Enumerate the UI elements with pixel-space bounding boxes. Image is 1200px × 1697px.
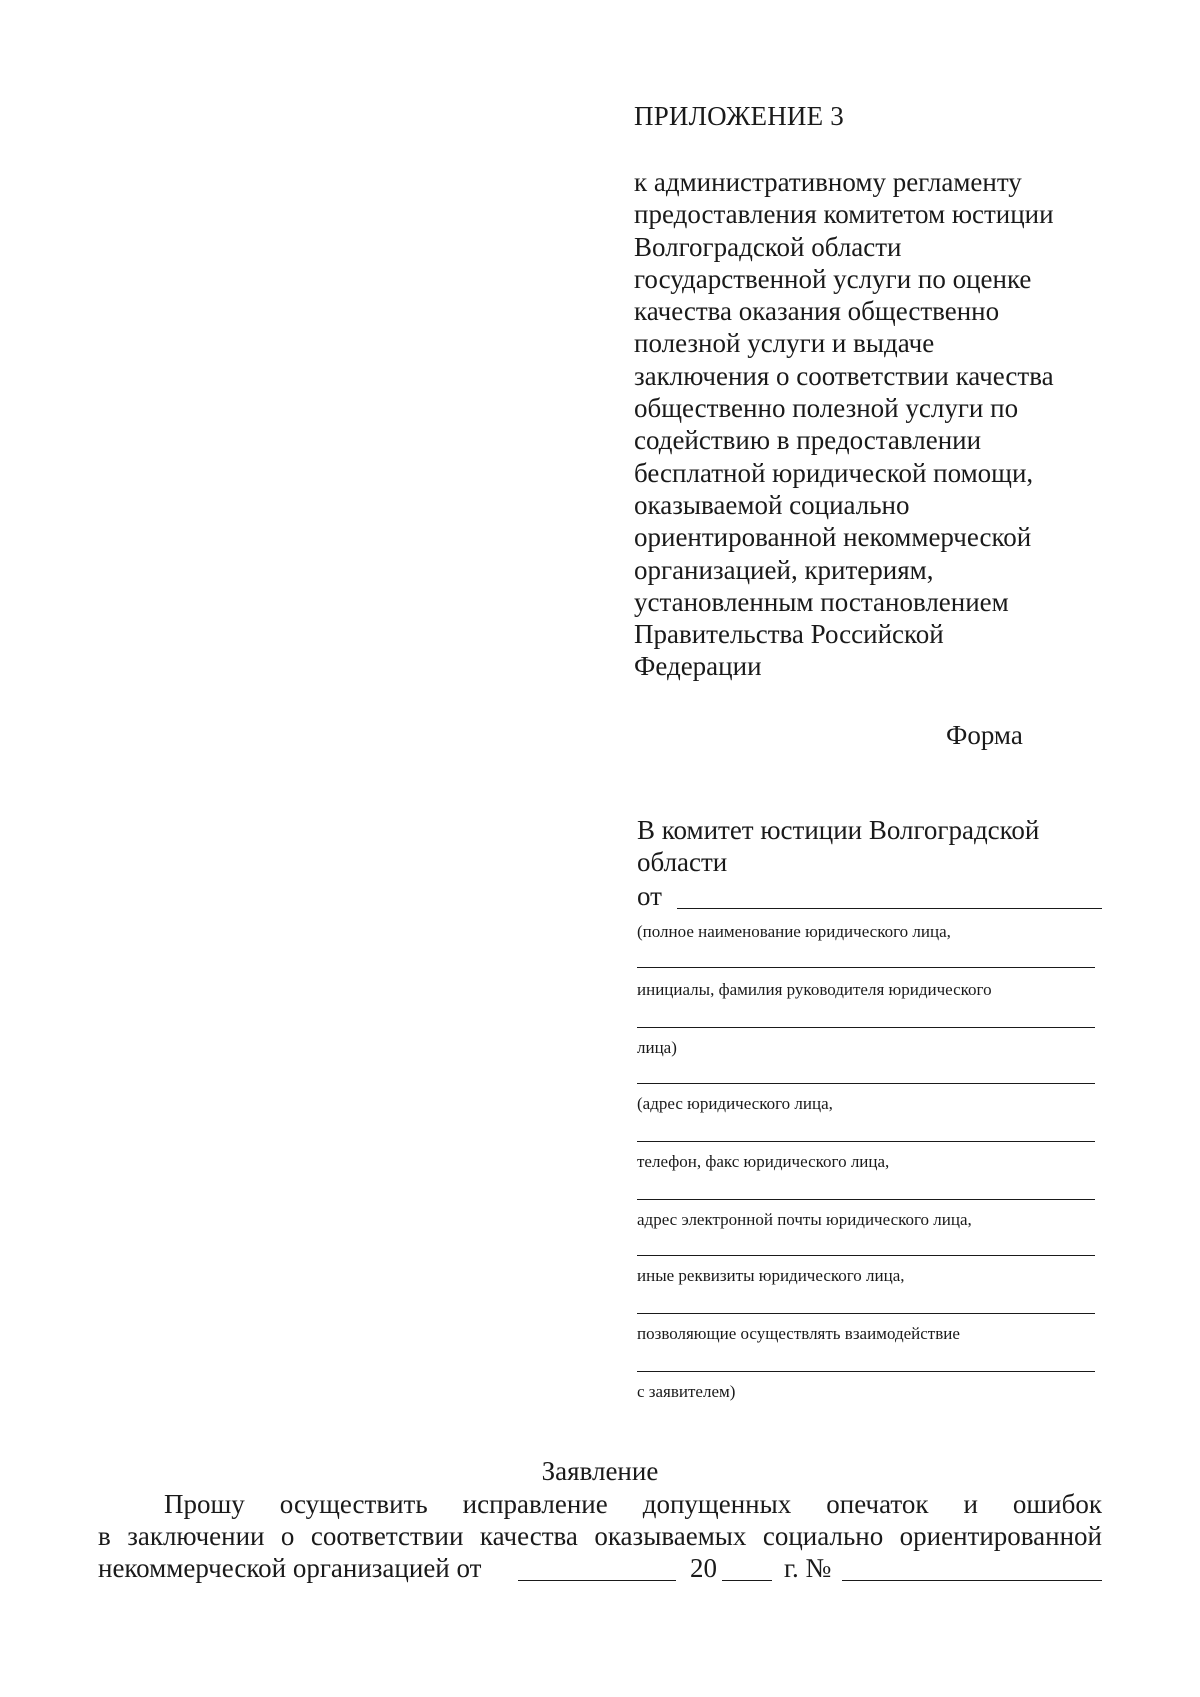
appendix-line: государственной услуги по оценке	[634, 263, 1032, 294]
caption-manager-name: инициалы, фамилия руководителя юридического	[637, 980, 992, 999]
statement-org-text: некоммерческой организацией от	[98, 1553, 482, 1583]
appendix-line: содействию в предоставлении	[634, 425, 982, 456]
statement-word: Прошу	[164, 1489, 245, 1519]
field-line[interactable]	[637, 1141, 1095, 1142]
form-label: Форма	[946, 720, 1023, 750]
appendix-line: предоставления комитетом юстиции	[634, 199, 1054, 230]
appendix-line: организацией, критериям,	[634, 554, 934, 585]
field-line[interactable]	[637, 1313, 1095, 1314]
caption-address: (адрес юридического лица,	[637, 1094, 833, 1113]
caption-entity: лица)	[637, 1038, 677, 1057]
from-input-line[interactable]	[677, 908, 1102, 909]
appendix-description	[634, 166, 1104, 683]
field-line[interactable]	[637, 1255, 1095, 1256]
statement-line	[98, 1552, 1102, 1588]
appendix-line: качества оказания общественно	[634, 296, 1000, 327]
statement-word: исправление	[462, 1489, 608, 1519]
year-blank[interactable]	[722, 1580, 772, 1581]
appendix-line: Правительства Российской	[634, 619, 944, 650]
appendix-line: бесплатной юридической помощи,	[634, 457, 1034, 488]
appendix-line: к административному регламенту	[634, 167, 1022, 197]
addressee-line: области	[637, 847, 728, 877]
field-line[interactable]	[637, 1371, 1095, 1372]
appendix-line: Волгоградской области	[634, 231, 902, 262]
caption-other-details: иные реквизиты юридического лица,	[637, 1266, 905, 1285]
statement-title: Заявление	[541, 1456, 659, 1486]
field-line[interactable]	[637, 1199, 1095, 1200]
appendix-line: Федерации	[634, 651, 762, 682]
appendix-line: установленным постановлением	[634, 586, 1009, 617]
field-line[interactable]	[637, 1027, 1095, 1028]
statement-word: и	[963, 1489, 978, 1519]
appendix-line: общественно полезной услуги по	[634, 393, 1019, 424]
number-blank[interactable]	[842, 1580, 1102, 1581]
from-field	[637, 880, 1102, 916]
addressee	[637, 814, 1039, 878]
statement-word: ошибок	[1012, 1489, 1102, 1519]
caption-phone-fax: телефон, факс юридического лица,	[637, 1152, 890, 1171]
addressee-line: В комитет юстиции Волгоградской	[637, 815, 1040, 845]
caption-full-name: (полное наименование юридического лица,	[637, 922, 951, 941]
appendix-line: заключения о соответствии качества	[634, 360, 1054, 391]
statement-word: опечаток	[826, 1489, 929, 1519]
caption-interaction: позволяющие осуществлять взаимодействие	[637, 1324, 960, 1343]
field-line[interactable]	[637, 967, 1095, 968]
appendix-line: ориентированной некоммерческой	[634, 522, 1032, 553]
statement-line	[164, 1488, 1102, 1520]
statement-line: в заключении о соответствии качества оказываемых социально ориентированной	[98, 1521, 1102, 1551]
statement-word: допущенных	[642, 1489, 792, 1519]
from-label: от	[637, 881, 662, 911]
year-prefix: 20	[690, 1553, 717, 1583]
number-label: г. №	[784, 1553, 832, 1583]
field-line[interactable]	[637, 1083, 1095, 1084]
caption-applicant: с заявителем)	[637, 1382, 736, 1401]
date-blank[interactable]	[518, 1580, 676, 1581]
caption-email: адрес электронной почты юридического лица,	[637, 1210, 972, 1229]
appendix-line: полезной услуги и выдаче	[634, 328, 935, 359]
appendix-line: оказываемой социально	[634, 489, 910, 520]
appendix-title: ПРИЛОЖЕНИЕ 3	[634, 101, 844, 131]
statement-word: осуществить	[279, 1489, 428, 1519]
